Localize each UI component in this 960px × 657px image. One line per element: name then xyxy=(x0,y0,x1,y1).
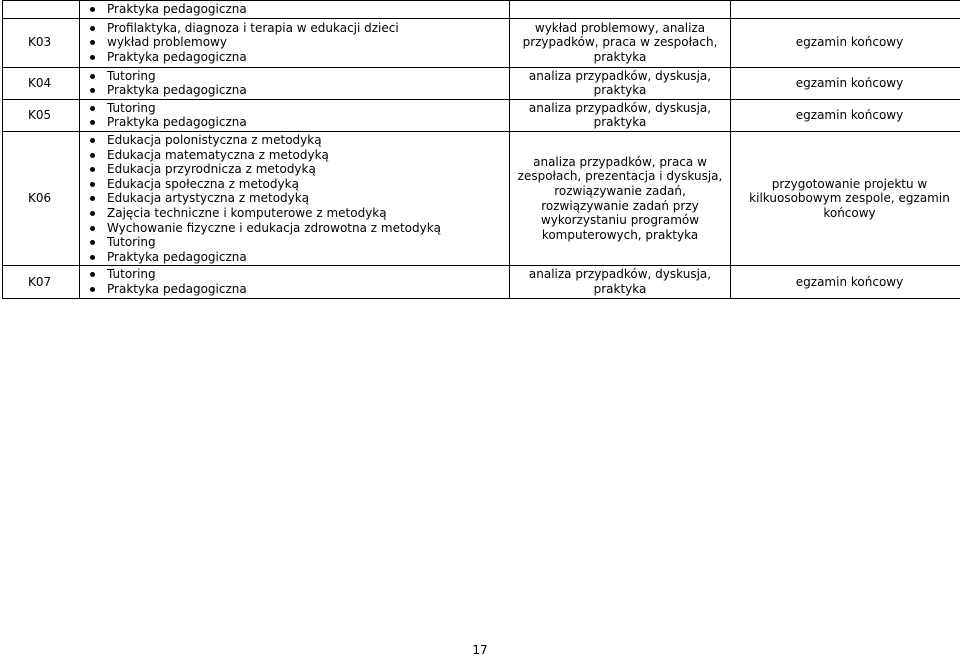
assessment-method: egzamin końcowy xyxy=(731,67,960,99)
table-row xyxy=(3,99,960,131)
teaching-methods xyxy=(510,67,731,99)
outcome-code: K04 xyxy=(3,67,80,99)
list-item: Tutoring xyxy=(84,267,505,282)
teaching-methods-text: analiza przypadków, praca w zespołach, prezentacja i dyskusja, rozwiązywanie zadań, rozwiązywanie zadań przy wykorzystaniu programów komputerowych, praktyka xyxy=(510,155,730,243)
course-list xyxy=(80,99,510,131)
list-item: Wychowanie fizyczne i edukacja zdrowotna z metodyką xyxy=(84,221,505,236)
list-item: Edukacja społeczna z metodyką xyxy=(84,177,505,192)
list-item: Profilaktyka, diagnoza i terapia w edukacji dzieci xyxy=(84,21,505,36)
course-list xyxy=(80,18,510,67)
list-item: Tutoring xyxy=(84,69,505,84)
table-row xyxy=(3,1,960,19)
teaching-methods xyxy=(510,1,731,19)
teaching-methods-text: wykład problemowy, analiza przypadków, praca w zespołach, praktyka xyxy=(510,21,730,65)
list-item: Edukacja polonistyczna z metodyką xyxy=(84,133,505,148)
assessment-method: egzamin końcowy xyxy=(731,266,960,298)
outcome-code: K03 xyxy=(3,18,80,67)
outcome-code: K05 xyxy=(3,99,80,131)
list-item: Edukacja matematyczna z metodyką xyxy=(84,148,505,163)
list-item: Praktyka pedagogiczna xyxy=(84,2,505,17)
list-item: Edukacja przyrodnicza z metodyką xyxy=(84,162,505,177)
list-item: Praktyka pedagogiczna xyxy=(84,83,505,98)
list-item: Edukacja artystyczna z metodyką xyxy=(84,191,505,206)
table-row xyxy=(3,266,960,298)
page-number: 17 xyxy=(0,643,960,657)
list-item: Praktyka pedagogiczna xyxy=(84,50,505,65)
table-row xyxy=(3,18,960,67)
teaching-methods-text: analiza przypadków, dyskusja, praktyka xyxy=(510,69,730,98)
teaching-methods-text: analiza przypadków, dyskusja, praktyka xyxy=(510,101,730,130)
assessment-method xyxy=(731,131,960,265)
outcome-code xyxy=(3,1,80,19)
list-item: Praktyka pedagogiczna xyxy=(84,250,505,265)
course-list xyxy=(80,67,510,99)
table-row xyxy=(3,67,960,99)
teaching-methods xyxy=(510,131,731,265)
list-item: Zajęcia techniczne i komputerowe z metodyką xyxy=(84,206,505,221)
list-item: Tutoring xyxy=(84,235,505,250)
table-row xyxy=(3,131,960,265)
learning-outcomes-table xyxy=(2,0,960,299)
course-list xyxy=(80,266,510,298)
outcome-code: K07 xyxy=(3,266,80,298)
list-item: wykład problemowy xyxy=(84,35,505,50)
teaching-methods-text: analiza przypadków, dyskusja, praktyka xyxy=(510,267,730,296)
teaching-methods xyxy=(510,99,731,131)
teaching-methods xyxy=(510,266,731,298)
assessment-method xyxy=(731,1,960,19)
list-item: Praktyka pedagogiczna xyxy=(84,115,505,130)
course-list xyxy=(80,1,510,19)
teaching-methods xyxy=(510,18,731,67)
outcome-code: K06 xyxy=(3,131,80,265)
course-list xyxy=(80,131,510,265)
assessment-method-text: przygotowanie projektu w kilkuosobowym zespole, egzamin końcowy xyxy=(731,177,960,221)
assessment-method: egzamin końcowy xyxy=(731,18,960,67)
list-item: Praktyka pedagogiczna xyxy=(84,282,505,297)
assessment-method: egzamin końcowy xyxy=(731,99,960,131)
list-item: Tutoring xyxy=(84,101,505,116)
